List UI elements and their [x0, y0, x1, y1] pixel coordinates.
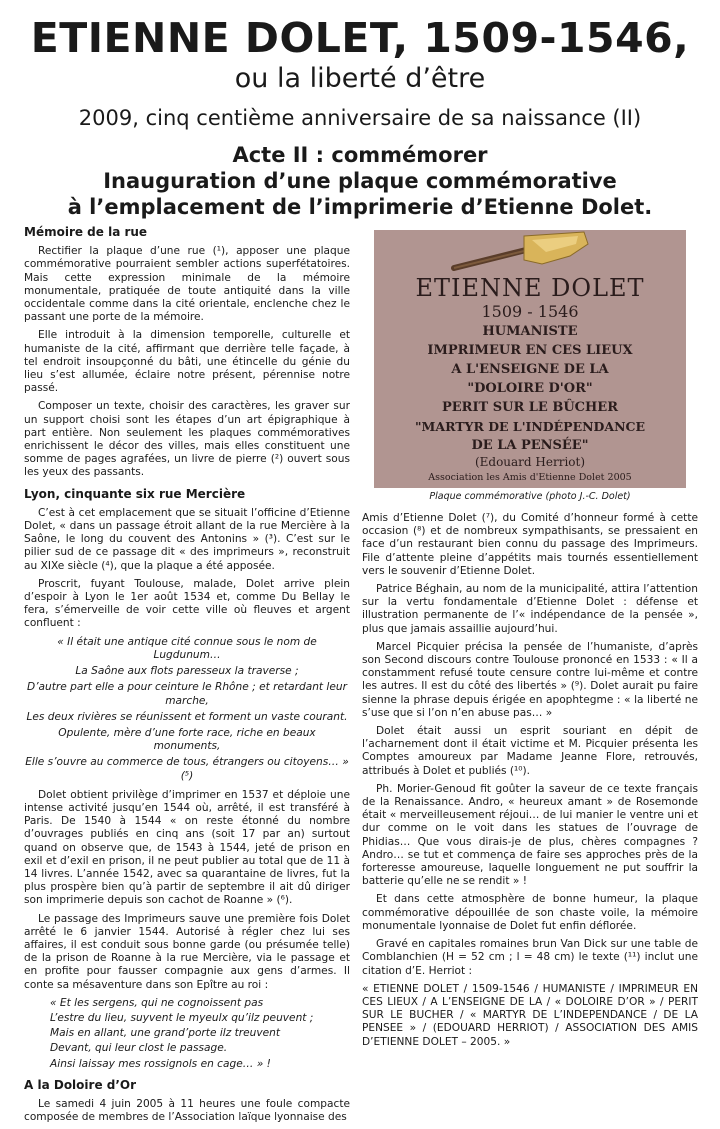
verse-line: Mais en allant, une grand’porte ilz treuvent — [50, 1027, 281, 1040]
plaque-line: PERIT SUR LE BÛCHER — [441, 400, 619, 415]
verse-line: « Et les sergens, qui ne cognoissent pas — [50, 996, 264, 1009]
paragraph: Dolet obtient privilège d’imprimer en 1537 et déploie une intense activité jusqu’en 1544 où, arrêté, il est transféré à Paris. De 1540 à 1544 « on reste étonné du nombre d’ouvrages publiés en cinq ans (soit 17 par an) surtout quand on observe que, de 1543 à 1544, jeté de prison en exil et d’exil en prison, il ne peut publier au total que de 11 à 14 livres. L’année 1542, avec sa quarantaine de livres, fut la plus prospère bien qu’à partir de septembre il ait dû diriger son imprimerie depuis son cachot de Roanne » (⁶). — [24, 788, 350, 907]
quote-line: La Saône aux flots paresseux la traverse ; — [75, 665, 299, 678]
plaque-line: Association les Amis d'Etienne Dolet 2005 — [428, 472, 632, 483]
paragraph: Proscrit, fuyant Toulouse, malade, Dolet arrive plein d’espoir à Lyon le 1er août 1534 et, comme Du Bellay le fera, s’émerveille de voir cette ville où fleuves et argent confluent : — [24, 577, 350, 630]
plaque-line: (Edouard Herriot) — [474, 455, 586, 469]
quote-line: D’autre part elle a pour ceinture le Rhône ; et retardant leur marche, — [27, 681, 347, 707]
paragraph: Le samedi 4 juin 2005 à 11 heures une foule compacte composée de membres de l’Association laïque lyonnaise des — [24, 1097, 350, 1124]
paragraph: Le passage des Imprimeurs sauve une première fois Dolet arrêté le 6 janvier 1544. Autorisé à régler chez lui ses affaires, il est conduit sous bonne garde (ou présumée telle) de la prison de Roanne à la rue Mercière, via le passage et en profite pour fausser compagnie aux gens d’armes. Il conte sa mésaventure dans son Epître au roi : — [24, 912, 350, 991]
paragraph: Patrice Béghain, au nom de la municipalité, attira l’attention sur la vertu fondamentale d’Etienne Dolet : défense et illustration permanente de l’« indépendance de la pensée », plus que jamais assaillie aujourd’hui. — [362, 583, 698, 635]
photo-caption: Plaque commémorative (photo J.-C. Dolet) — [429, 491, 631, 502]
paragraph: C’est à cet emplacement que se situait l’officine d’Etienne Dolet, « dans un passage étroit allant de la rue Mercière à la Saône, le long du couvent des Antonins » (³). C’est sur le pilier sud de ce passage dit « des imprimeurs », reconstruit au XIXe siècle (⁴), que la plaque a été apposée. — [24, 506, 350, 572]
plaque-line: ETIENNE DOLET — [415, 274, 645, 302]
paragraph: Marcel Picquier précisa la pensée de l’humaniste, d’après son Second discours contre Toulouse prononcé en 1533 : « Il a constamment refusé toute censure contre lui-même et contre les autres. Il est du côté des libertés » (⁹). Dolet aurait pu faire sienne la phrase depuis érigée en apophtegme : « la liberté ne s’use que si l’on n’en abuse pas… » — [362, 640, 698, 719]
left-column — [24, 226, 350, 1129]
paragraph: Rectifier la plaque d’une rue (¹), apposer une plaque commémorative pourraient sembler actions superfétatoires. Mais cette expression minimale de la mémoire monumentale, pratiquée de toute antiquité dans la ville occidentale comme dans la cité orientale, enclenche chez le passant une porte de la mémoire. — [24, 245, 350, 324]
plaque-line: "MARTYR DE L'INDÉPENDANCE — [415, 419, 645, 434]
anniversary-line: 2009, cinq centième anniversaire de sa naissance (II) — [78, 106, 642, 130]
quote-line: Les deux rivières se réunissent et forment un vaste courant. — [26, 710, 348, 723]
section-heading-memoire: Mémoire de la rue — [24, 225, 148, 239]
act-heading — [0, 142, 720, 220]
right-column — [362, 512, 698, 1054]
act-line-2: Inauguration d’une plaque commémorative — [103, 169, 617, 193]
act-line-1: Acte II : commémorer — [232, 143, 488, 167]
paragraph: Composer un texte, choisir des caractères, les graver sur un support choisi sont les étapes d’un art épigraphique à part entière. Non seulement les plaques commémoratives enrichissent le décor des villes, mais elles constituent une somme de pages agrafées, un livre de pierre (²) ouvert sous les yeux des passants. — [24, 400, 350, 479]
paragraph: Dolet était aussi un esprit souriant en dépit de l’acharnement dont il était victime et M. Picquier présenta les Comptes amoureux par Madame Jeanne Flore, retrouvés, attribués à Dolet et publiés (¹⁰). — [362, 725, 698, 777]
lugdunum-quote — [24, 636, 350, 783]
section-heading-lyon: Lyon, cinquante six rue Mercière — [24, 486, 246, 501]
page-title: ETIENNE DOLET, 1509-1546, — [30, 14, 690, 62]
verse-line: Devant, qui leur clost le passage. — [50, 1042, 228, 1055]
quote-line: Opulente, mère d’une forte race, riche en beaux monuments, — [58, 726, 316, 753]
plaque-line: "DOLOIRE D'OR" — [467, 381, 593, 396]
epitre-verse — [50, 997, 350, 1071]
paragraph: Elle introduit à la dimension temporelle, culturelle et humaniste de la cité, affirmant que derrière telle façade, à tel endroit insoupçonné du bâti, une étincelle du génie du lieu s’est allumée, éclaire notre présent, pérennise notre passé. — [24, 329, 350, 395]
paragraph: Et dans cette atmosphère de bonne humeur, la plaque commémorative dépouillée de son chaste voile, la mémoire monumentale lyonnaise de Dolet fut enfin déflorée. — [362, 893, 698, 932]
page-subtitle: ou la liberté d’être — [234, 63, 486, 94]
paragraph: Gravé en capitales romaines brun Van Dick sur une table de Comblanchien (H = 52 cm ; l = 48 cm) le texte (¹¹) inclut une citation d’E. Herriot : — [362, 938, 698, 977]
plaque-photo — [374, 230, 686, 488]
paragraph: Amis d’Etienne Dolet (⁷), du Comité d’honneur formé à cette occasion (⁸) et de nombreux sympathisants, se pressaient en face d’un restaurant bien connu du passage des Imprimeurs. File d’attente pleine d’appétits mais tournés essentiellement vers le souvenir d’Etienne Dolet. — [362, 512, 698, 577]
plaque-line: HUMANISTE — [482, 324, 578, 339]
quote-line: Elle s’ouvre au commerce de tous, étrangers ou citoyens… » (⁵) — [25, 756, 349, 782]
act-line-3: à l’emplacement de l’imprimerie d’Etienne Dolet. — [67, 195, 653, 219]
plaque-line: IMPRIMEUR EN CES LIEUX — [427, 343, 633, 358]
plaque-transcription: « ETIENNE DOLET / 1509-1546 / HUMANISTE / IMPRIMEUR EN CES LIEUX / A L’ENSEIGNE DE LA / « DOLOIRE D’OR » / PERIT SUR LE BUCHER / « MARTYR DE L’INDEPENDANCE / DE LA PENSEE » / (EDOUARD HERRIOT) / ASSOCIATION DES AMIS D’ETIENNE DOLET – 2005. » — [362, 982, 698, 1048]
verse-line: L’estre du lieu, suyvent le myeulx qu’ilz peuvent ; — [50, 1011, 314, 1024]
quote-line: « Il était une antique cité connue sous le nom de Lugdunum… — [57, 635, 317, 661]
section-heading-doloire: A la Doloire d’Or — [24, 1077, 137, 1092]
plaque-line: A L'ENSEIGNE DE LA — [451, 362, 609, 377]
plaque-line: DE LA PENSÉE" — [471, 438, 589, 453]
paragraph: Ph. Morier-Genoud fit goûter la saveur de ce texte français de la Renaissance. Andro, « heureux amant » de Rosemonde était « merveilleusement réjoui… de lui manier le ventre uni et dur comme on le voit dans les statues de l’ouvrage de Phidias… Que vous dirais-je de plus, chères compagnes ? Andro… se tut et commença de faire ses approches près de la forteresse amoureuse, laquelle longuement ne put souffrir la batterie qu’elle ne se rendit » ! — [362, 782, 698, 888]
verse-line: Ainsi laissay mes rossignols en cage… » ! — [50, 1057, 271, 1070]
plaque-line: 1509 - 1546 — [481, 302, 579, 321]
